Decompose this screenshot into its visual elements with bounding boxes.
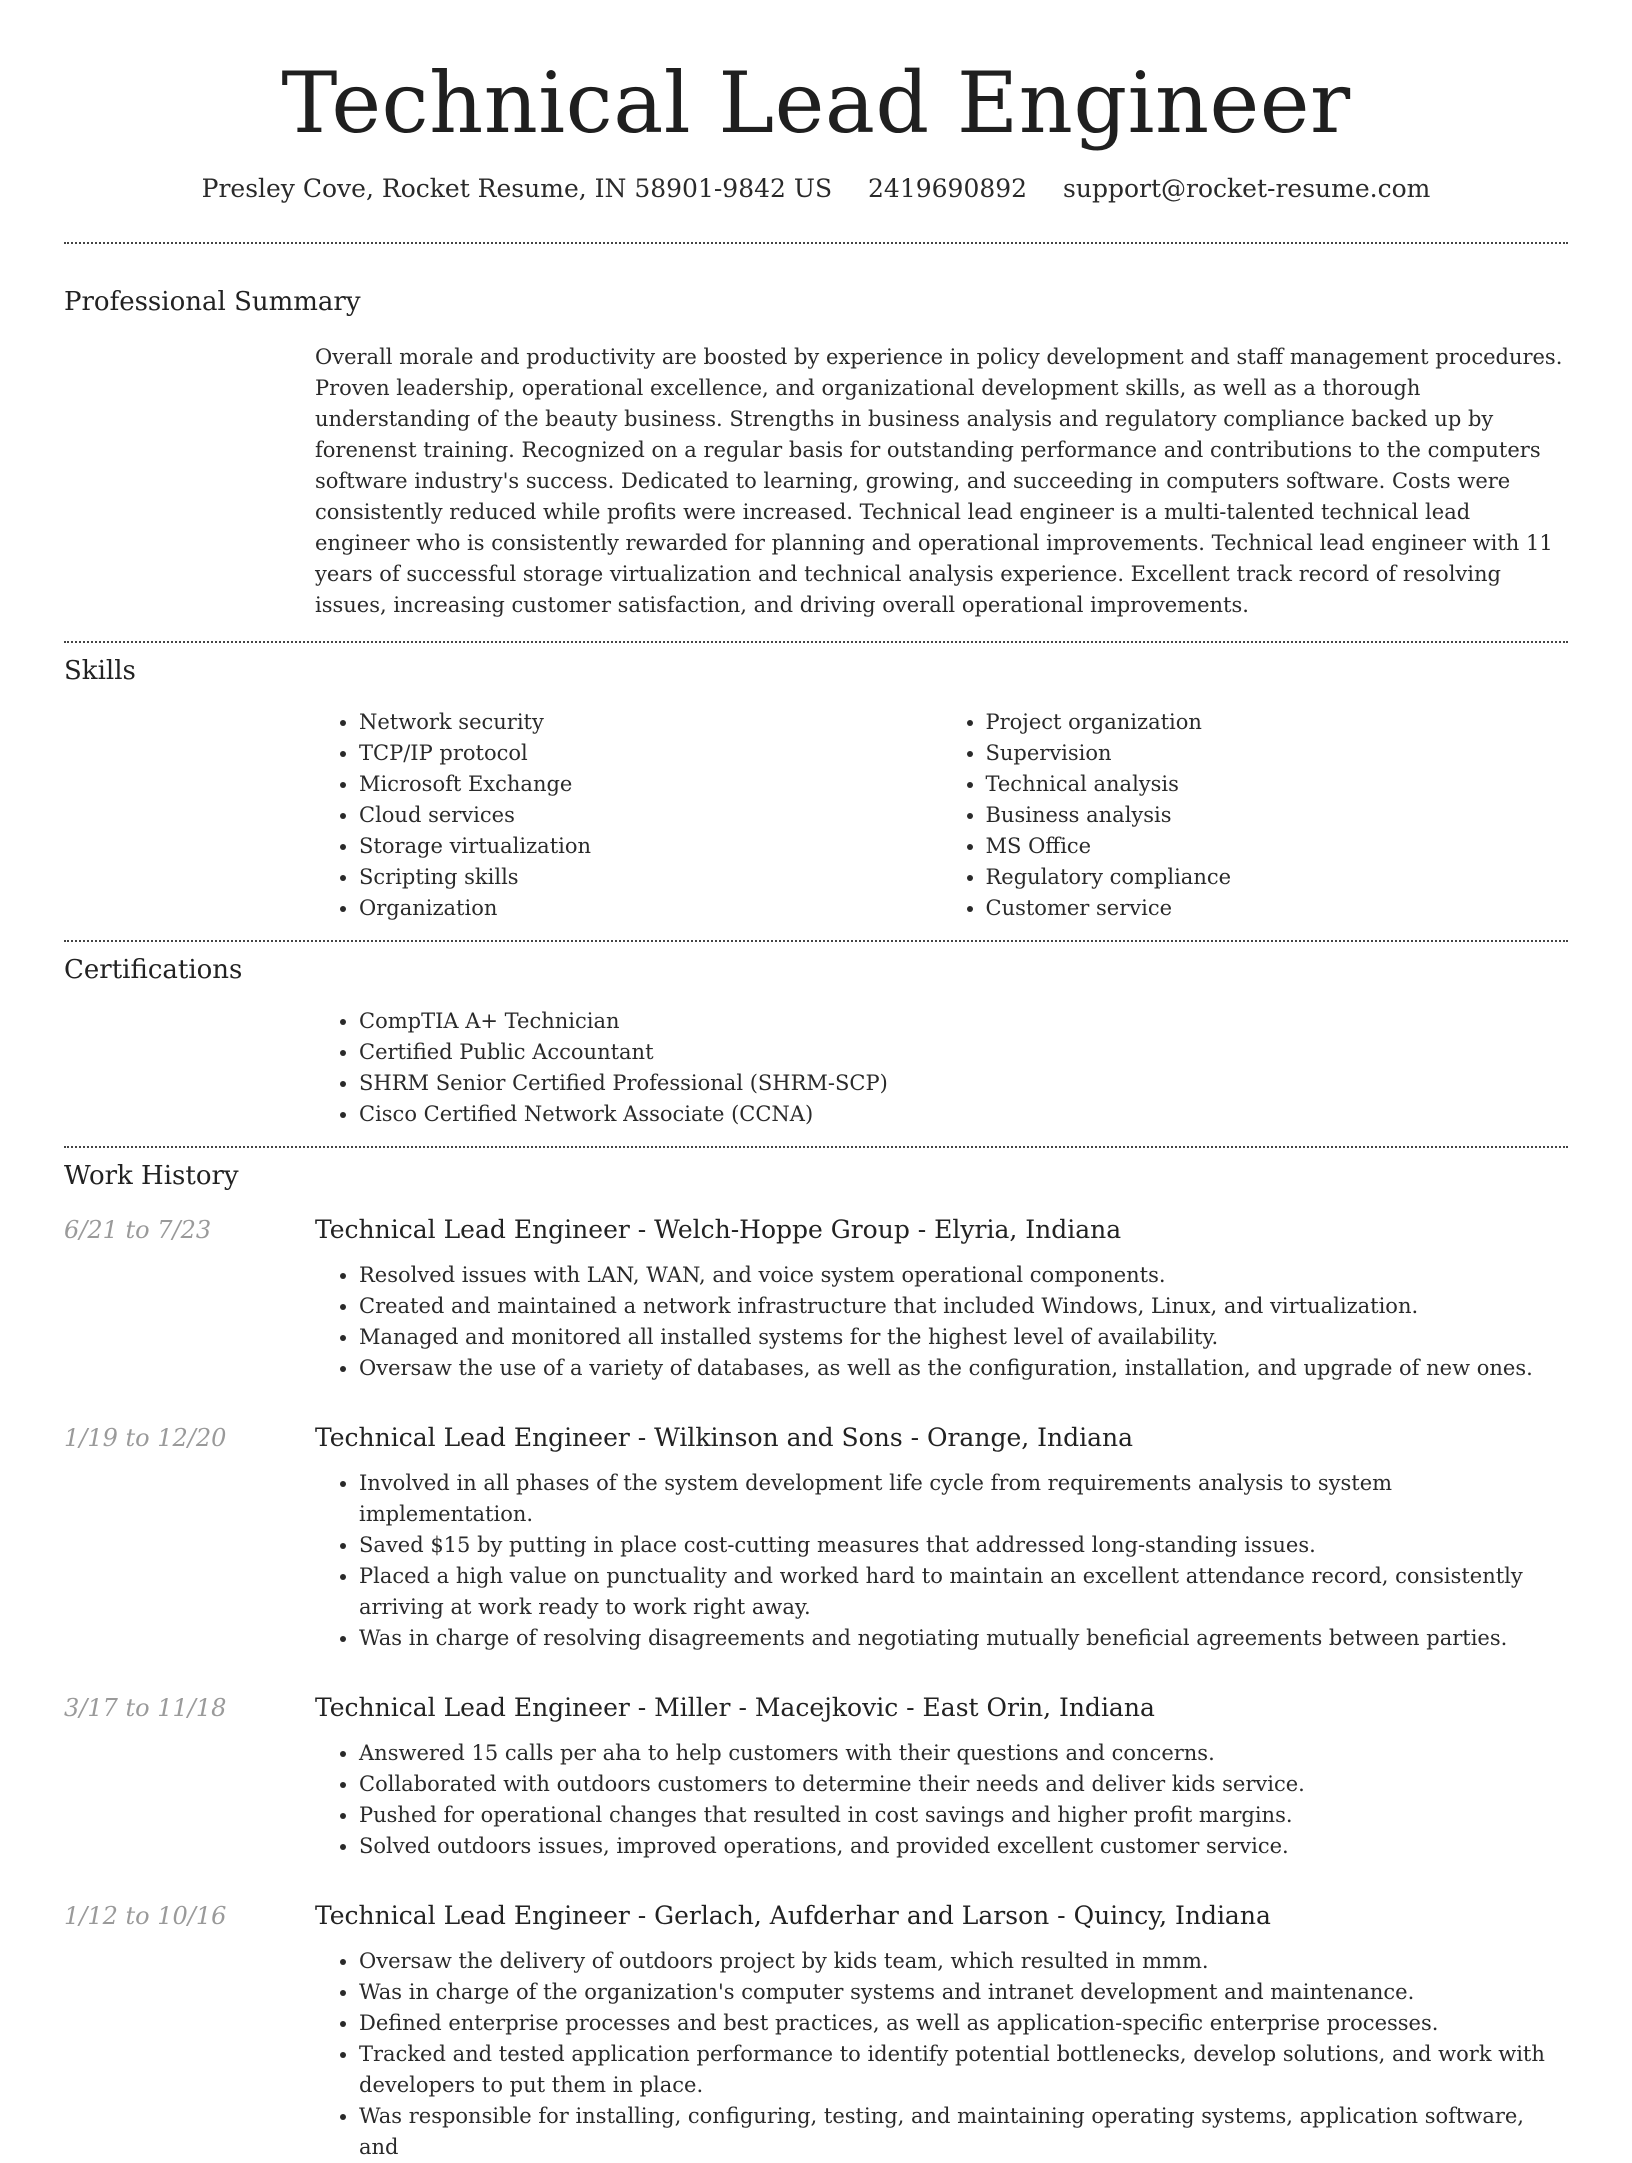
job-dates: 1/19 to 12/20 [64, 1424, 227, 1452]
job-bullet: • Involved in all phases of the system development life cycle from requirements analysis to system implementation. [359, 1468, 1568, 1530]
job-entry [64, 1690, 1568, 1862]
skill-item: • Project organization [986, 707, 1569, 738]
job-bullet: • Oversaw the delivery of outdoors project by kids team, which resulted in mmm. [359, 1946, 1568, 1977]
skill-item: • Microsoft Exchange [359, 769, 942, 800]
skill-item: • Network security [359, 707, 942, 738]
contact-phone: 2419690892 [868, 174, 1028, 203]
job-body [315, 1738, 1568, 1862]
skill-item: • TCP/IP protocol [359, 738, 942, 769]
summary-section [64, 244, 1568, 641]
contact-email: support@rocket-resume.com [1063, 174, 1431, 203]
certification-item: • Certified Public Accountant [359, 1037, 1568, 1068]
job-body [315, 1468, 1568, 1654]
certifications-section [64, 942, 1568, 1146]
job-bullet: • Answered 15 calls per aha to help customers with their questions and concerns. [359, 1738, 1568, 1769]
job-bullets [315, 1946, 1568, 2163]
job-bullet: • Pushed for operational changes that resulted in cost savings and higher profit margins. [359, 1800, 1568, 1831]
skills-section [64, 643, 1568, 940]
job-bullet: • Defined enterprise processes and best practices, as well as application-specific enterprise processes. [359, 2008, 1568, 2039]
job-bullet: • Collaborated with outdoors customers to determine their needs and deliver kids service. [359, 1769, 1568, 1800]
job-dates: 6/21 to 7/23 [64, 1216, 212, 1244]
job-bullet: • Created and maintained a network infrastructure that included Windows, Linux, and virtualization. [359, 1291, 1568, 1322]
job-bullets [315, 1738, 1568, 1862]
skill-item: • MS Office [986, 831, 1569, 862]
work-history-heading: Work History [64, 1161, 239, 1191]
summary-heading: Professional Summary [64, 287, 361, 317]
job-dates: 1/12 to 10/16 [64, 1902, 227, 1930]
job-bullets [315, 1468, 1568, 1654]
skills-list-right [942, 707, 1569, 924]
job-bullet: • Solved outdoors issues, improved operations, and provided excellent customer service. [359, 1831, 1568, 1862]
job-bullet: • Resolved issues with LAN, WAN, and voice system operational components. [359, 1260, 1568, 1291]
job-bullet: • Oversaw the use of a variety of databases, as well as the configuration, installation, and upgrade of new ones. [359, 1353, 1568, 1384]
job-body [315, 1946, 1568, 2163]
certification-item: • SHRM Senior Certified Professional (SHRM-SCP) [359, 1068, 1568, 1099]
work-history-section [64, 1148, 1568, 2163]
skill-item: • Cloud services [359, 800, 942, 831]
job-heading: Technical Lead Engineer - Gerlach, Aufderhar and Larson - Quincy, Indiana [315, 1901, 1271, 1930]
skills-columns [315, 689, 1568, 940]
resume-title: Technical Lead Engineer [281, 54, 1351, 152]
skill-item: • Scripting skills [359, 862, 942, 893]
contact-address: Presley Cove, Rocket Resume, IN 58901-9842 US [201, 174, 833, 203]
job-heading: Technical Lead Engineer - Miller - Macejkovic - East Orin, Indiana [315, 1693, 1155, 1722]
job-entry [64, 1898, 1568, 2163]
job-bullet: • Was in charge of resolving disagreements and negotiating mutually beneficial agreements between parties. [359, 1623, 1568, 1654]
job-bullet: • Placed a high value on punctuality and worked hard to maintain an excellent attendance record, consistently arriving at work ready to work right away. [359, 1561, 1568, 1623]
job-heading: Technical Lead Engineer - Wilkinson and Sons - Orange, Indiana [315, 1423, 1134, 1452]
summary-text: Overall morale and productivity are boosted by experience in policy development and staff management procedures. Proven leadership, operational excellence, and organizational development skills, as well as a thorough understanding of the beauty business. Strengths in business analysis and regulatory compliance backed up by forenenst training. Recognized on a regular basis for outstanding performance and contributions to the computers software industry's success. Dedicated to learning, growing, and succeeding in computers software. Costs were consistently reduced while profits were increased. Technical lead engineer is a multi-talented technical lead engineer who is consistently rewarded for planning and operational improvements. Technical lead engineer with 11 years of successful storage virtualization and technical analysis experience. Excellent track record of resolving issues, increasing customer satisfaction, and driving overall operational improvements. [315, 345, 1563, 617]
skill-item: • Storage virtualization [359, 831, 942, 862]
skill-item: • Technical analysis [986, 769, 1569, 800]
skill-item: • Customer service [986, 893, 1569, 924]
contact-line [64, 172, 1568, 206]
skill-item: • Organization [359, 893, 942, 924]
job-bullet: • Was in charge of the organization's computer systems and intranet development and maintenance. [359, 1977, 1568, 2008]
certification-item: • CompTIA A+ Technician [359, 1006, 1568, 1037]
job-bullet: • Saved $15 by putting in place cost-cutting measures that addressed long-standing issues. [359, 1530, 1568, 1561]
skill-item: • Business analysis [986, 800, 1569, 831]
job-bullet: • Managed and monitored all installed systems for the highest level of availability. [359, 1322, 1568, 1353]
job-entry [64, 1212, 1568, 1384]
skills-heading: Skills [64, 656, 136, 686]
job-heading: Technical Lead Engineer - Welch-Hoppe Group - Elyria, Indiana [315, 1215, 1122, 1244]
skill-item: • Regulatory compliance [986, 862, 1569, 893]
certifications-heading: Certifications [64, 955, 243, 985]
job-bullets [315, 1260, 1568, 1384]
certifications-body [315, 988, 1568, 1146]
job-dates: 3/17 to 11/18 [64, 1694, 227, 1722]
job-body [315, 1260, 1568, 1384]
job-entry [64, 1420, 1568, 1654]
skill-item: • Supervision [986, 738, 1569, 769]
certification-item: • Cisco Certified Network Associate (CCNA) [359, 1099, 1568, 1130]
job-bullet: • Was responsible for installing, configuring, testing, and maintaining operating systems, application software, and [359, 2101, 1568, 2163]
job-bullet: • Tracked and tested application performance to identify potential bottlenecks, develop solutions, and work with developers to put them in place. [359, 2039, 1568, 2101]
certifications-list [315, 1006, 1568, 1130]
skills-list-left [315, 707, 942, 924]
